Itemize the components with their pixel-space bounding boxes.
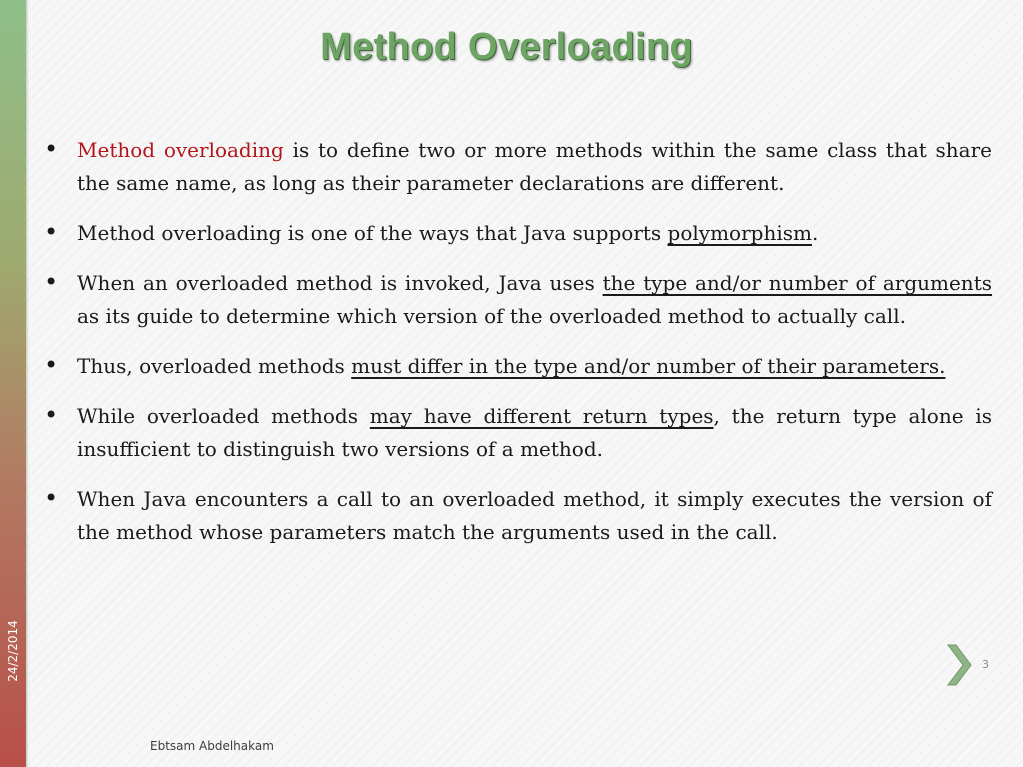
bullet-item-invocation	[44, 267, 992, 333]
bullet-text: While overloaded methods	[77, 404, 370, 428]
slide-number: 3	[982, 658, 989, 671]
bullet-text: Method overloading is one of the ways that Java supports	[77, 221, 668, 245]
underlined-text: the type and/or number of arguments	[602, 271, 992, 295]
bullet-item-definition	[44, 134, 992, 200]
bullet-text: When an overloaded method is invoked, Java uses	[77, 271, 603, 295]
bullet-item-return-types	[44, 400, 992, 466]
slide-title: Method Overloading	[320, 26, 693, 68]
footer-author: Ebtsam Abdelhakam	[150, 739, 274, 753]
bullet-text: , the return type alone is insufficient to distinguish two versions of a method.	[77, 404, 992, 461]
side-bar-divider	[26, 0, 27, 767]
bullet-item-parameters	[44, 350, 992, 383]
bullet-marker: •	[44, 401, 59, 429]
bullet-marker: •	[44, 484, 59, 512]
bullet-text: is to define two or more methods within the same class that share the same name, as long as their parameter declarations are different.	[77, 138, 993, 195]
bullet-text: Thus, overloaded methods	[77, 354, 352, 378]
bullet-marker: •	[44, 268, 59, 296]
bullet-list	[44, 134, 992, 566]
underlined-text: may have different return types	[369, 404, 714, 428]
bullet-item-polymorphism	[44, 217, 992, 250]
underlined-text: must differ in the type and/or number of their parameters.	[351, 354, 946, 378]
bullet-marker: •	[44, 135, 59, 163]
highlighted-term: Method overloading	[77, 138, 284, 162]
underlined-text: polymorphism	[667, 221, 812, 245]
bullet-text: .	[811, 221, 819, 245]
bullet-text: When Java encounters a call to an overloaded method, it simply executes the version of the method whose parameters match the arguments used in the call.	[77, 487, 992, 544]
slide-date: 24/2/2014	[6, 620, 20, 682]
bullet-marker: •	[44, 218, 59, 246]
bullet-text: as its guide to determine which version of the overloaded method to actually call.	[77, 304, 906, 328]
bullet-item-resolution	[44, 483, 992, 549]
bullet-marker: •	[44, 351, 59, 379]
chevron-right-icon[interactable]	[944, 640, 974, 690]
